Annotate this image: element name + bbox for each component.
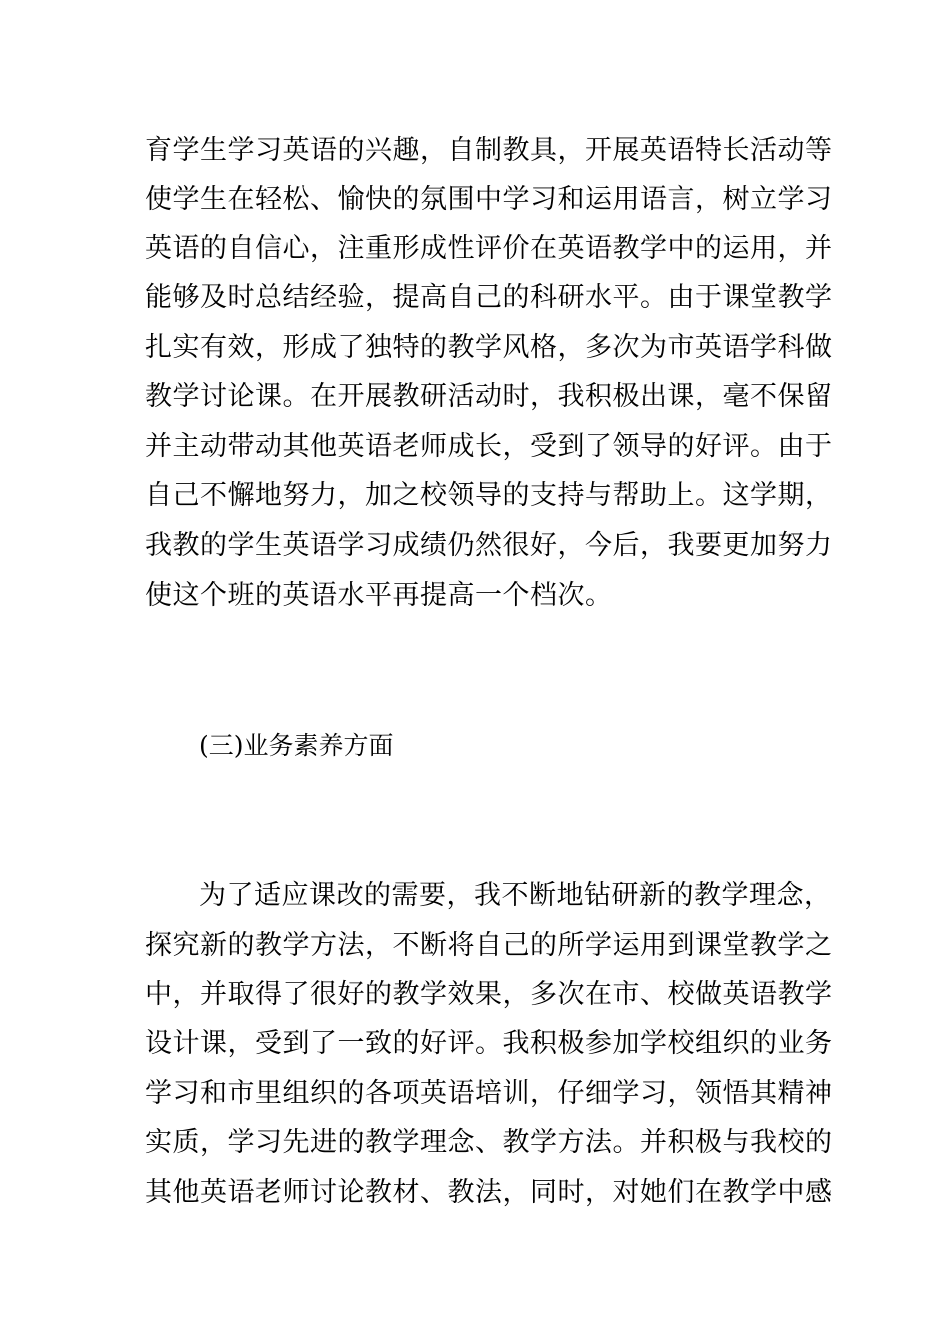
paragraph-line: 为了适应课改的需要，我不断地钻研新的教学理念， — [199, 880, 832, 911]
paragraph-line: 能够及时总结经验，提高自己的科研水平。由于课堂教学 — [145, 282, 833, 313]
paragraph-line: 使这个班的英语水平再提高一个档次。 — [145, 580, 613, 611]
paragraph-line: 设计课，受到了一致的好评。我积极参加学校组织的业务 — [145, 1028, 833, 1059]
paragraph-line: 实质，学习先进的教学理念、教学方法。并积极与我校的 — [145, 1127, 833, 1158]
paragraph-line: 学习和市里组织的各项英语培训，仔细学习，领悟其精神 — [145, 1078, 833, 1109]
section-heading: (三)业务素养方面 — [199, 731, 394, 760]
paragraph-line: 其他英语老师讨论教材、教法，同时，对她们在教学中感 — [145, 1177, 833, 1208]
paragraph-line: 英语的自信心，注重形成性评价在英语教学中的运用，并 — [145, 233, 833, 264]
paragraph-line: 教学讨论课。在开展教研活动时，我积极出课，毫不保留 — [145, 381, 833, 412]
paragraph-line: 使学生在轻松、愉快的氛围中学习和运用语言，树立学习 — [145, 184, 833, 215]
paragraph-line: 育学生学习英语的兴趣，自制教具，开展英语特长活动等 — [145, 135, 833, 166]
paragraph-line: 自己不懈地努力，加之校领导的支持与帮助上。这学期， — [145, 480, 833, 511]
paragraph-line: 探究新的教学方法，不断将自己的所学运用到课堂教学之 — [145, 930, 833, 961]
paragraph-line: 我教的学生英语学习成绩仍然很好，今后，我要更加努力 — [145, 530, 833, 561]
paragraph-line: 并主动带动其他英语老师成长，受到了领导的好评。由于 — [145, 431, 833, 462]
paragraph-line: 中，并取得了很好的教学效果，多次在市、校做英语教学 — [145, 979, 833, 1010]
paragraph-line: 扎实有效，形成了独特的教学风格，多次为市英语学科做 — [145, 332, 833, 363]
